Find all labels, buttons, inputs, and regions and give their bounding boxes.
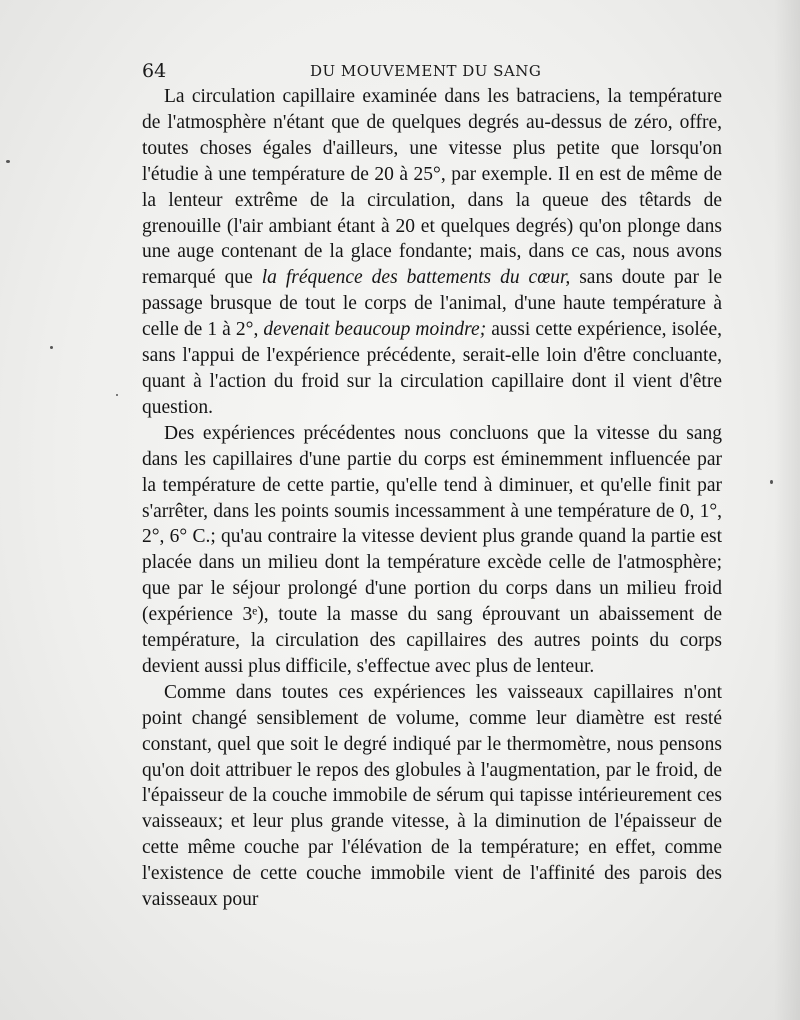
text-segment: sans doute par le passage brusque de tout le corps de l'animal, d'une haute température à celle de 1 à 2°, [142,267,722,341]
italic-phrase: devenait beaucoup moindre; [263,319,487,341]
running-head: DU MOUVEMENT DU SANG [310,62,542,80]
scan-speck [50,346,53,349]
paragraph-3 [142,680,722,913]
italic-phrase: la fréquence des battements du cœur, [261,267,571,289]
text-segment: La circulation capillaire examinée dans les batraciens, la température de l'atmosphère n'étant que de quelques degrés au-dessus de zéro, offre, toutes choses égales d'ailleurs, une vitesse plus petite que lorsqu'on l'étudie à une température de 20 à 25°, par exemple. Il en est de même de la lenteur extrême de la circulation, dans la queue des têtards de grenouille (l'air ambiant étant à 20 et quelques degrés) qu'on plonge dans une auge contenant de la glace fondante; mais, dans ce cas, nous avons remarqué que [142,86,722,289]
scan-speck [6,160,10,163]
paragraph-1 [142,84,722,421]
scan-speck [116,394,118,396]
scan-speck [770,480,773,484]
text-segment: Comme dans toutes ces expériences les vaisseaux capillaires n'ont point changé sensiblement de volume, comme leur diamètre est resté constant, quel que soit le degré indiqué par le thermomètre, nous pensons qu'on doit attribuer le repos des globules à l'augmentation, par le froid, de l'épaisseur de la couche immobile de sérum qui tapisse intérieurement ces vaisseaux; et leur plus grande vitesse, à la diminution de l'épaisseur de cette même couche par l'élévation de la température; en effet, comme l'existence de cette couche immobile vient de l'affinité des parois des vaisseaux pour [142,681,722,911]
body-text [142,84,722,913]
page-edge-shadow [774,0,800,1020]
page-number: 64 [142,60,167,82]
text-segment: Des expériences précédentes nous concluons que la vitesse du sang dans les capillaires d'une partie du corps est éminemment influencée par la température de cette partie, qu'elle tend à diminuer, et qu'elle finit par s'arrêter, dans les points soumis incessamment à une température de 0, 1°, 2°, 6° C.; qu'au contraire la vitesse devient plus grande quand la partie est placée dans un milieu dont la température excède celle de l'atmosphère; que par le séjour prolongé d'une portion du corps dans un milieu froid (expérience 3ᵉ), toute la masse du sang éprouvant un abaissement de température, la circulation des capillaires des autres points du corps devient aussi plus difficile, s'effectue avec plus de lenteur. [142,422,722,677]
page-header [142,60,722,86]
paragraph-2 [142,421,722,680]
text-segment: aussi cette expérience, isolée, sans l'appui de l'expérience précédente, serait-elle loin d'être concluante, quant à l'action du froid sur la circulation capillaire dont il vient d'être question. [142,319,722,418]
